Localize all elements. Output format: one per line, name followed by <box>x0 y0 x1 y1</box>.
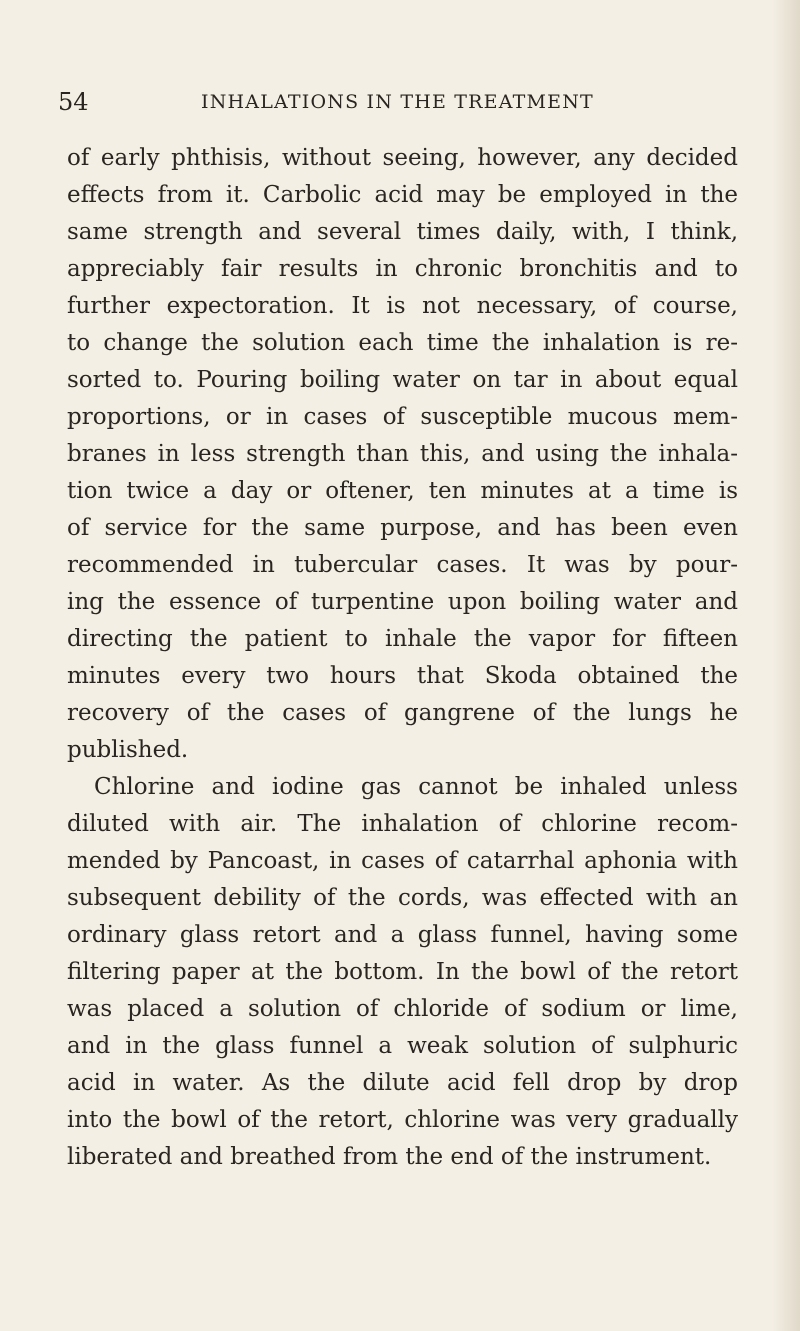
text-line: diluted with air. The inhalation of chlorine recom- <box>67 811 738 837</box>
text-line: ing the essence of turpentine upon boiling water and <box>67 589 738 615</box>
text-line: acid in water. As the dilute acid fell drop by drop <box>67 1070 738 1096</box>
running-title: INHALATIONS IN THE TREATMENT <box>201 91 594 113</box>
text-line: of service for the same purpose, and has been even <box>67 515 738 541</box>
text-line: to change the solution each time the inhalation is re- <box>67 330 738 356</box>
text-line: sorted to. Pouring boiling water on tar in about equal <box>67 367 738 393</box>
text-line: tion twice a day or oftener, ten minutes at a time is <box>67 478 738 504</box>
text-line: directing the patient to inhale the vapor for fifteen <box>67 626 738 652</box>
text-line: further expectoration. It is not necessary, of course, <box>67 293 738 319</box>
text-line: mended by Pancoast, in cases of catarrhal aphonia with <box>67 848 738 874</box>
text-line: was placed a solution of chloride of sodium or lime, <box>67 996 738 1022</box>
text-line: minutes every two hours that Skoda obtained the <box>67 663 738 689</box>
text-line: of early phthisis, without seeing, however, any decided <box>67 145 738 171</box>
text-line: branes in less strength than this, and using the inhala- <box>67 441 738 467</box>
text-line: published. <box>67 737 189 763</box>
text-line: appreciably fair results in chronic bronchitis and to <box>67 256 738 282</box>
text-line: filtering paper at the bottom. In the bowl of the retort <box>67 959 738 985</box>
text-line: recovery of the cases of gangrene of the lungs he <box>67 700 738 726</box>
text-line: proportions, or in cases of susceptible mucous mem- <box>67 404 738 430</box>
text-line: same strength and several times daily, with, I think, <box>67 219 738 245</box>
text-line: subsequent debility of the cords, was effected with an <box>67 885 738 911</box>
text-line: into the bowl of the retort, chlorine was very gradually <box>67 1107 738 1133</box>
text-line: and in the glass funnel a weak solution of sulphuric <box>67 1033 738 1059</box>
text-line: Chlorine and iodine gas cannot be inhaled unless <box>94 774 738 800</box>
body-text <box>67 140 738 1176</box>
page-edge-shadow <box>772 0 800 1331</box>
page-header <box>58 88 758 120</box>
page-number: 54 <box>58 88 89 116</box>
text-line: liberated and breathed from the end of the instrument. <box>67 1144 712 1170</box>
text-line: effects from it. Carbolic acid may be employed in the <box>67 182 738 208</box>
text-line: recommended in tubercular cases. It was by pour- <box>67 552 738 578</box>
text-line: ordinary glass retort and a glass funnel, having some <box>67 922 738 948</box>
